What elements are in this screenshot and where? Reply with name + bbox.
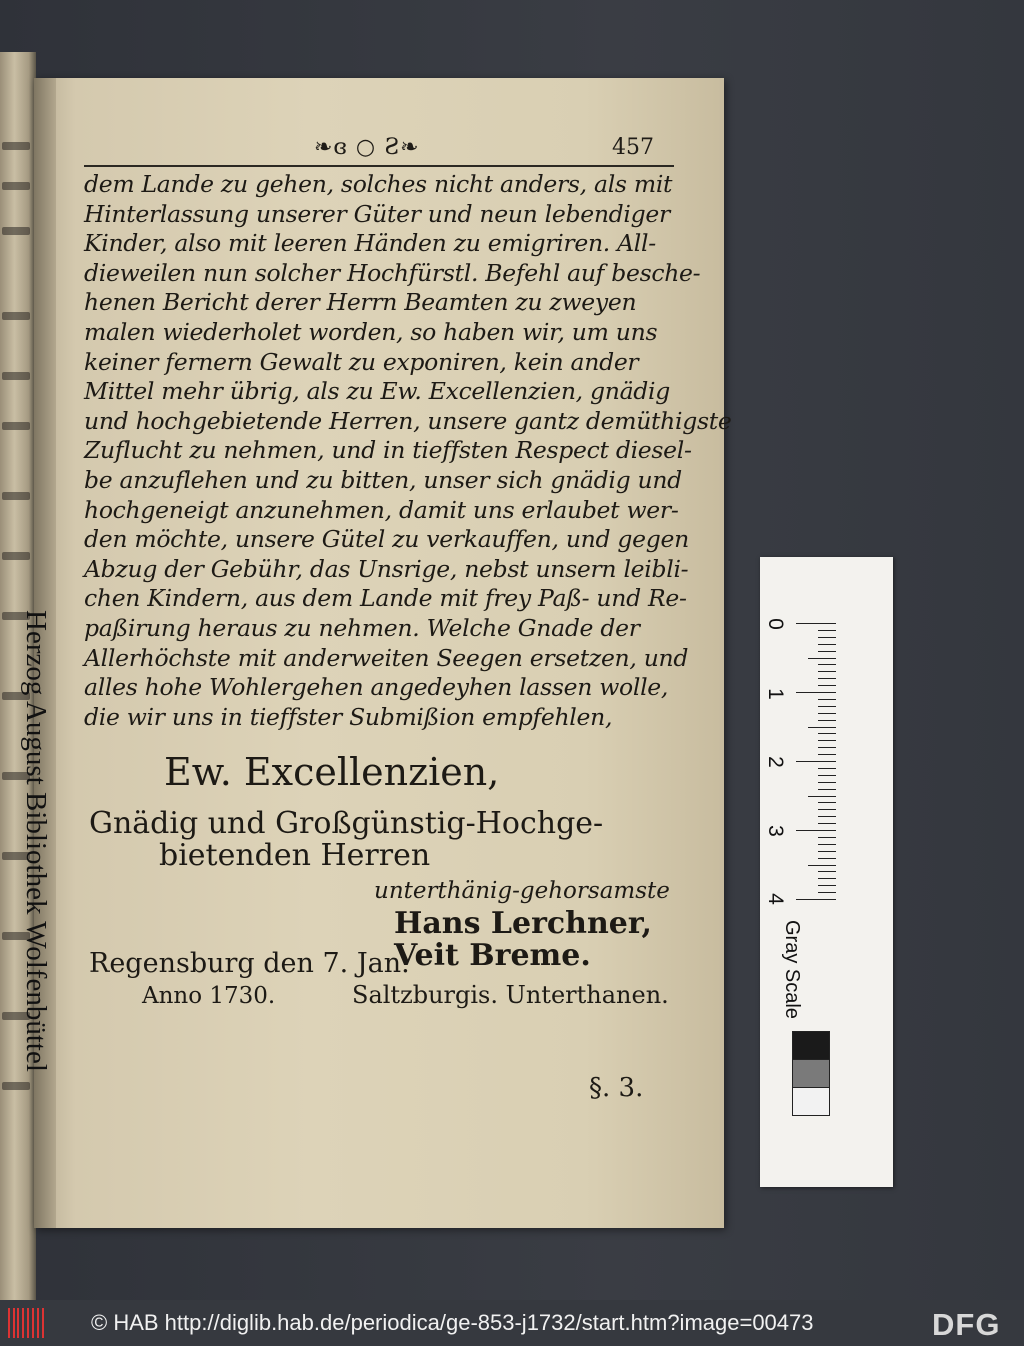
ruler-tick — [818, 637, 836, 638]
year: Anno 1730. — [142, 983, 276, 1009]
text-line: henen Bericht derer Herrn Beamten zu zweyen — [84, 288, 637, 317]
text-line: den möchte, unsere Gütel zu verkauffen, und gegen — [84, 525, 689, 554]
body-text — [84, 170, 732, 732]
ruler-tick — [818, 644, 836, 645]
ruler-number: 0 — [763, 618, 787, 630]
text-line: malen wiederholet worden, so haben wir, um uns — [84, 317, 658, 346]
ruler-tick — [818, 630, 836, 631]
text-line: hochgeneigt anzunehmen, damit uns erlaubet wer- — [84, 495, 679, 524]
text-line: Abzug der Gebühr, das Unsrige, nebst unsern leibli- — [84, 554, 689, 583]
grace-line-1: Gnädig und Großgünstig-Hochge- — [89, 806, 604, 841]
ruler-tick — [818, 768, 836, 769]
book-page — [34, 78, 732, 1228]
text-line: Allerhöchste mit anderweiten Seegen ersetzen, und — [84, 643, 689, 672]
grace-line-2: bietenden Herren — [159, 838, 431, 873]
ruler-tick — [818, 747, 836, 748]
text-line: die wir uns in tieffster Submißion empfehlen, — [84, 702, 613, 731]
text-line: Kinder, also mit leeren Händen zu emigriren. All- — [84, 229, 656, 258]
submissive-formula: unterthänig-gehorsamste — [374, 878, 670, 904]
text-line: keiner fernern Gewalt zu exponiren, kein ander — [84, 347, 639, 376]
ruler-tick — [818, 885, 836, 886]
ruler-tick — [818, 754, 836, 755]
ruler-tick — [818, 782, 836, 783]
ruler-tick — [808, 865, 836, 866]
ruler-tick — [818, 816, 836, 817]
ruler-tick — [818, 878, 836, 879]
text-line: Zuflucht zu nehmen, und in tieffsten Respect diesel- — [84, 436, 692, 465]
footer-bar — [0, 1300, 1024, 1346]
text-line: Hinterlassung unserer Güter und neun lebendiger — [84, 199, 670, 228]
ruler-tick — [818, 789, 836, 790]
page-number: 457 — [612, 135, 654, 160]
page-header — [314, 135, 674, 165]
ruler-tick — [808, 658, 836, 659]
text-line: alles hohe Wohlergehen angedeyhen lassen wolle, — [84, 673, 669, 702]
ruler-tick — [818, 685, 836, 686]
ruler-tick — [808, 727, 836, 728]
ruler-tick — [818, 892, 836, 893]
ruler-tick — [818, 775, 836, 776]
ruler-number: 1 — [763, 688, 787, 700]
ruler-number: 4 — [763, 893, 787, 905]
ruler-tick — [818, 664, 836, 665]
signatory-2: Veit Breme. — [394, 938, 591, 973]
gray-swatch-light — [792, 1087, 830, 1116]
gray-scale-label: Gray Scale — [781, 920, 803, 1019]
text-line: chen Kindern, aus dem Lande mit frey Paß- und Re- — [84, 584, 687, 613]
ruler-tick — [818, 706, 836, 707]
ruler-tick — [818, 713, 836, 714]
catchword: §. 3. — [589, 1073, 644, 1103]
barcode-icon — [8, 1308, 44, 1338]
library-name: Herzog August Bibliothek Wolfenbüttel — [20, 610, 52, 1072]
ruler-tick — [818, 671, 836, 672]
ruler-tick — [796, 692, 836, 693]
ruler-tick — [818, 651, 836, 652]
signatory-1: Hans Lerchner, — [394, 906, 652, 941]
ruler-tick — [818, 699, 836, 700]
ruler-tick — [818, 858, 836, 859]
text-line: be anzuflehen und zu bitten, unser sich gnädig und — [84, 465, 682, 494]
ruler-number: 3 — [763, 825, 787, 837]
ruler-tick — [818, 802, 836, 803]
text-line: und hochgebietende Herren, unsere gantz demüthigste — [84, 406, 732, 435]
ruler-tick — [808, 796, 836, 797]
text-line: dem Lande zu gehen, solches nicht anders, als mit — [84, 170, 673, 198]
ruler-tick — [818, 823, 836, 824]
subjects-line: Saltzburgis. Unterthanen. — [352, 981, 669, 1009]
ruler-tick — [796, 830, 836, 831]
ruler-tick — [818, 733, 836, 734]
ruler-tick — [796, 899, 836, 900]
ruler-tick — [796, 623, 836, 624]
ruler-tick — [818, 809, 836, 810]
text-line: paßirung heraus zu nehmen. Welche Gnade der — [84, 613, 640, 642]
gray-swatch-dark — [792, 1031, 830, 1060]
ruler-number: 2 — [763, 756, 787, 768]
ruler-tick — [818, 720, 836, 721]
ruler-tick — [818, 678, 836, 679]
header-ornament: ❧ɞ ○ Ƨ❧ — [314, 135, 420, 160]
text-line: dieweilen nun solcher Hochfürstl. Befehl auf besche- — [84, 258, 701, 287]
place-date: Regensburg den 7. Jan. — [89, 948, 410, 979]
ruler-tick — [818, 837, 836, 838]
ruler-tick — [818, 740, 836, 741]
ruler-tick — [818, 851, 836, 852]
ruler-tick — [796, 761, 836, 762]
copyright-url[interactable]: © HAB http://diglib.hab.de/periodica/ge-853-j1732/start.htm?image=00473 — [91, 1310, 814, 1335]
dfg-logo: DFG — [932, 1307, 1001, 1342]
text-line: Mittel mehr übrig, als zu Ew. Excellenzien, gnädig — [84, 377, 670, 406]
header-rule — [84, 165, 674, 167]
ruler-tick — [818, 844, 836, 845]
salutation: Ew. Excellenzien, — [164, 750, 500, 794]
gray-swatch-mid — [792, 1059, 830, 1088]
ruler-tick — [818, 871, 836, 872]
